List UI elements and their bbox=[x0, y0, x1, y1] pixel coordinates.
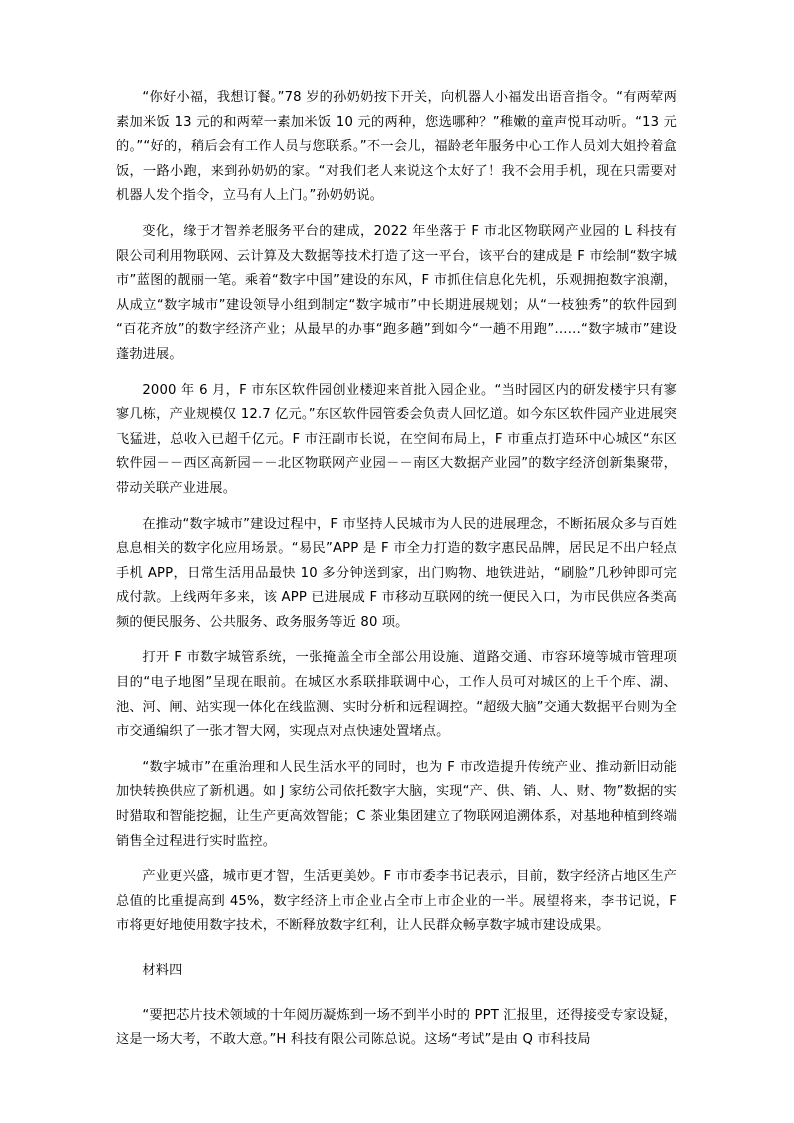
paragraph-3: 2000 年 6 月，F 市东区软件园创业楼迎来首批入园企业。“当时园区内的研发楼宇只有寥寥几栋，产业规模仅 12.7 亿元。”东区软件园管委会负责人回忆道。如今东区软件园产业进展突飞猛进，总收入已超千亿元。F 市汪副市长说，在空间布局上，F 市重点打造环中心城区“东区软件园－－西区高新园－－北区物联网产业园－－南区大数据产业园”的数字经济创新集聚带，带动关联产业进展。 bbox=[116, 382, 677, 496]
paragraph-8: “要把芯片技术领域的十年阅历凝炼到一场不到半小时的 PPT 汇报里，还得接受专家设疑，这是一场大考，不敢大意。”H 科技有限公司陈总说。这场“考试”是由 Q 市科技局 bbox=[116, 1007, 677, 1048]
section-heading-material-four: 材料四 bbox=[142, 963, 183, 978]
heading-spacer bbox=[116, 995, 677, 1004]
paragraph-2: 变化，缘于才智养老服务平台的建成，2022 年坐落于 F 市北区物联网产业园的 L 科技有限公司利用物联网、云计算及大数据等技术打造了这一平台，该平台的建成是 F 市绘制“数字城市”蓝图的靓丽一笔。乘着“数字中国”建设的东风，F 市抓住信息化先机，乐观拥抱数字浪潮，从成立“数字城市”建设领导小组到制定“数字城市”中长期进展规划；从“一枝独秀”的软件园到“百花齐放”的数字经济产业；从最早的办事“跑多趟”到如今“一趟不用跑”……“数字城市”建设蓬勃进展。 bbox=[116, 223, 677, 362]
paragraph-4: 在推动“数字城市”建设过程中，F 市坚持人民城市为人民的进展理念，不断拓展众多与百姓息息相关的数字化应用场景。“易民”APP 是 F 市全力打造的数字惠民品牌，居民足不出户轻点手机 APP，日常生活用品最快 10 多分钟送到家，出门购物、地铁进站，“刷脸”几秒钟即可完成付款。上线两年多来，该 APP 已进展成 F 市移动互联网的统一便民入口，为市民供应各类高频的便民服务、公共服务、政务服务等近 80 项。 bbox=[116, 516, 677, 630]
paragraph-5: 打开 F 市数字城管系统，一张掩盖全市全部公用设施、道路交通、市容环境等城市管理项目的“电子地图”呈现在眼前。在城区水系联排联调中心，工作人员可对城区的上千个库、湖、池、河、闸、站实现一体化在线监测、实时分析和远程调控。“超级大脑”交通大数据平台则为全市交通编织了一张才智大网，实现点对点快速处置堵点。 bbox=[116, 650, 677, 740]
document-body bbox=[116, 86, 677, 1053]
paragraph-1: “你好小福，我想订餐。”78 岁的孙奶奶按下开关，向机器人小福发出语音指令。“有两荤两素加米饭 13 元的和两荤一素加米饭 10 元的两种，您选哪种？”稚嫩的童声悦耳动听。“13 元的。”“好的，稍后会有工作人员与您联系。”不一会儿，福龄老年服务中心工作人员刘大姐拎着盒饭，一路小跑，来到孙奶奶的家。“对我们老人来说这个太好了！我不会用手机，现在只需要对机器人发个指令，立马有人上门。”孙奶奶说。 bbox=[116, 90, 677, 204]
paragraph-7: 产业更兴盛，城市更才智，生活更美妙。F 市市委李书记表示，目前，数字经济占地区生产总值的比重提高到 45%，数字经济上市企业占全市上市企业的一半。展望将来，李书记说，F 市将更好地使用数字技术，不断释放数字红利，让人民群众畅享数字城市建设成果。 bbox=[116, 869, 677, 934]
section-spacer bbox=[116, 950, 677, 959]
paragraph-6: “数字城市”在重治理和人民生活水平的同时，也为 F 市改造提升传统产业、推动新旧动能加快转换供应了新机遇。如 J 家纺公司依托数字大脑，实现“产、供、销、人、财、物”数据的实时猎取和智能挖掘，让生产更高效智能；C 茶业集团建立了物联网追溯体系，对基地种植到终端销售全过程进行实时监控。 bbox=[116, 759, 677, 849]
